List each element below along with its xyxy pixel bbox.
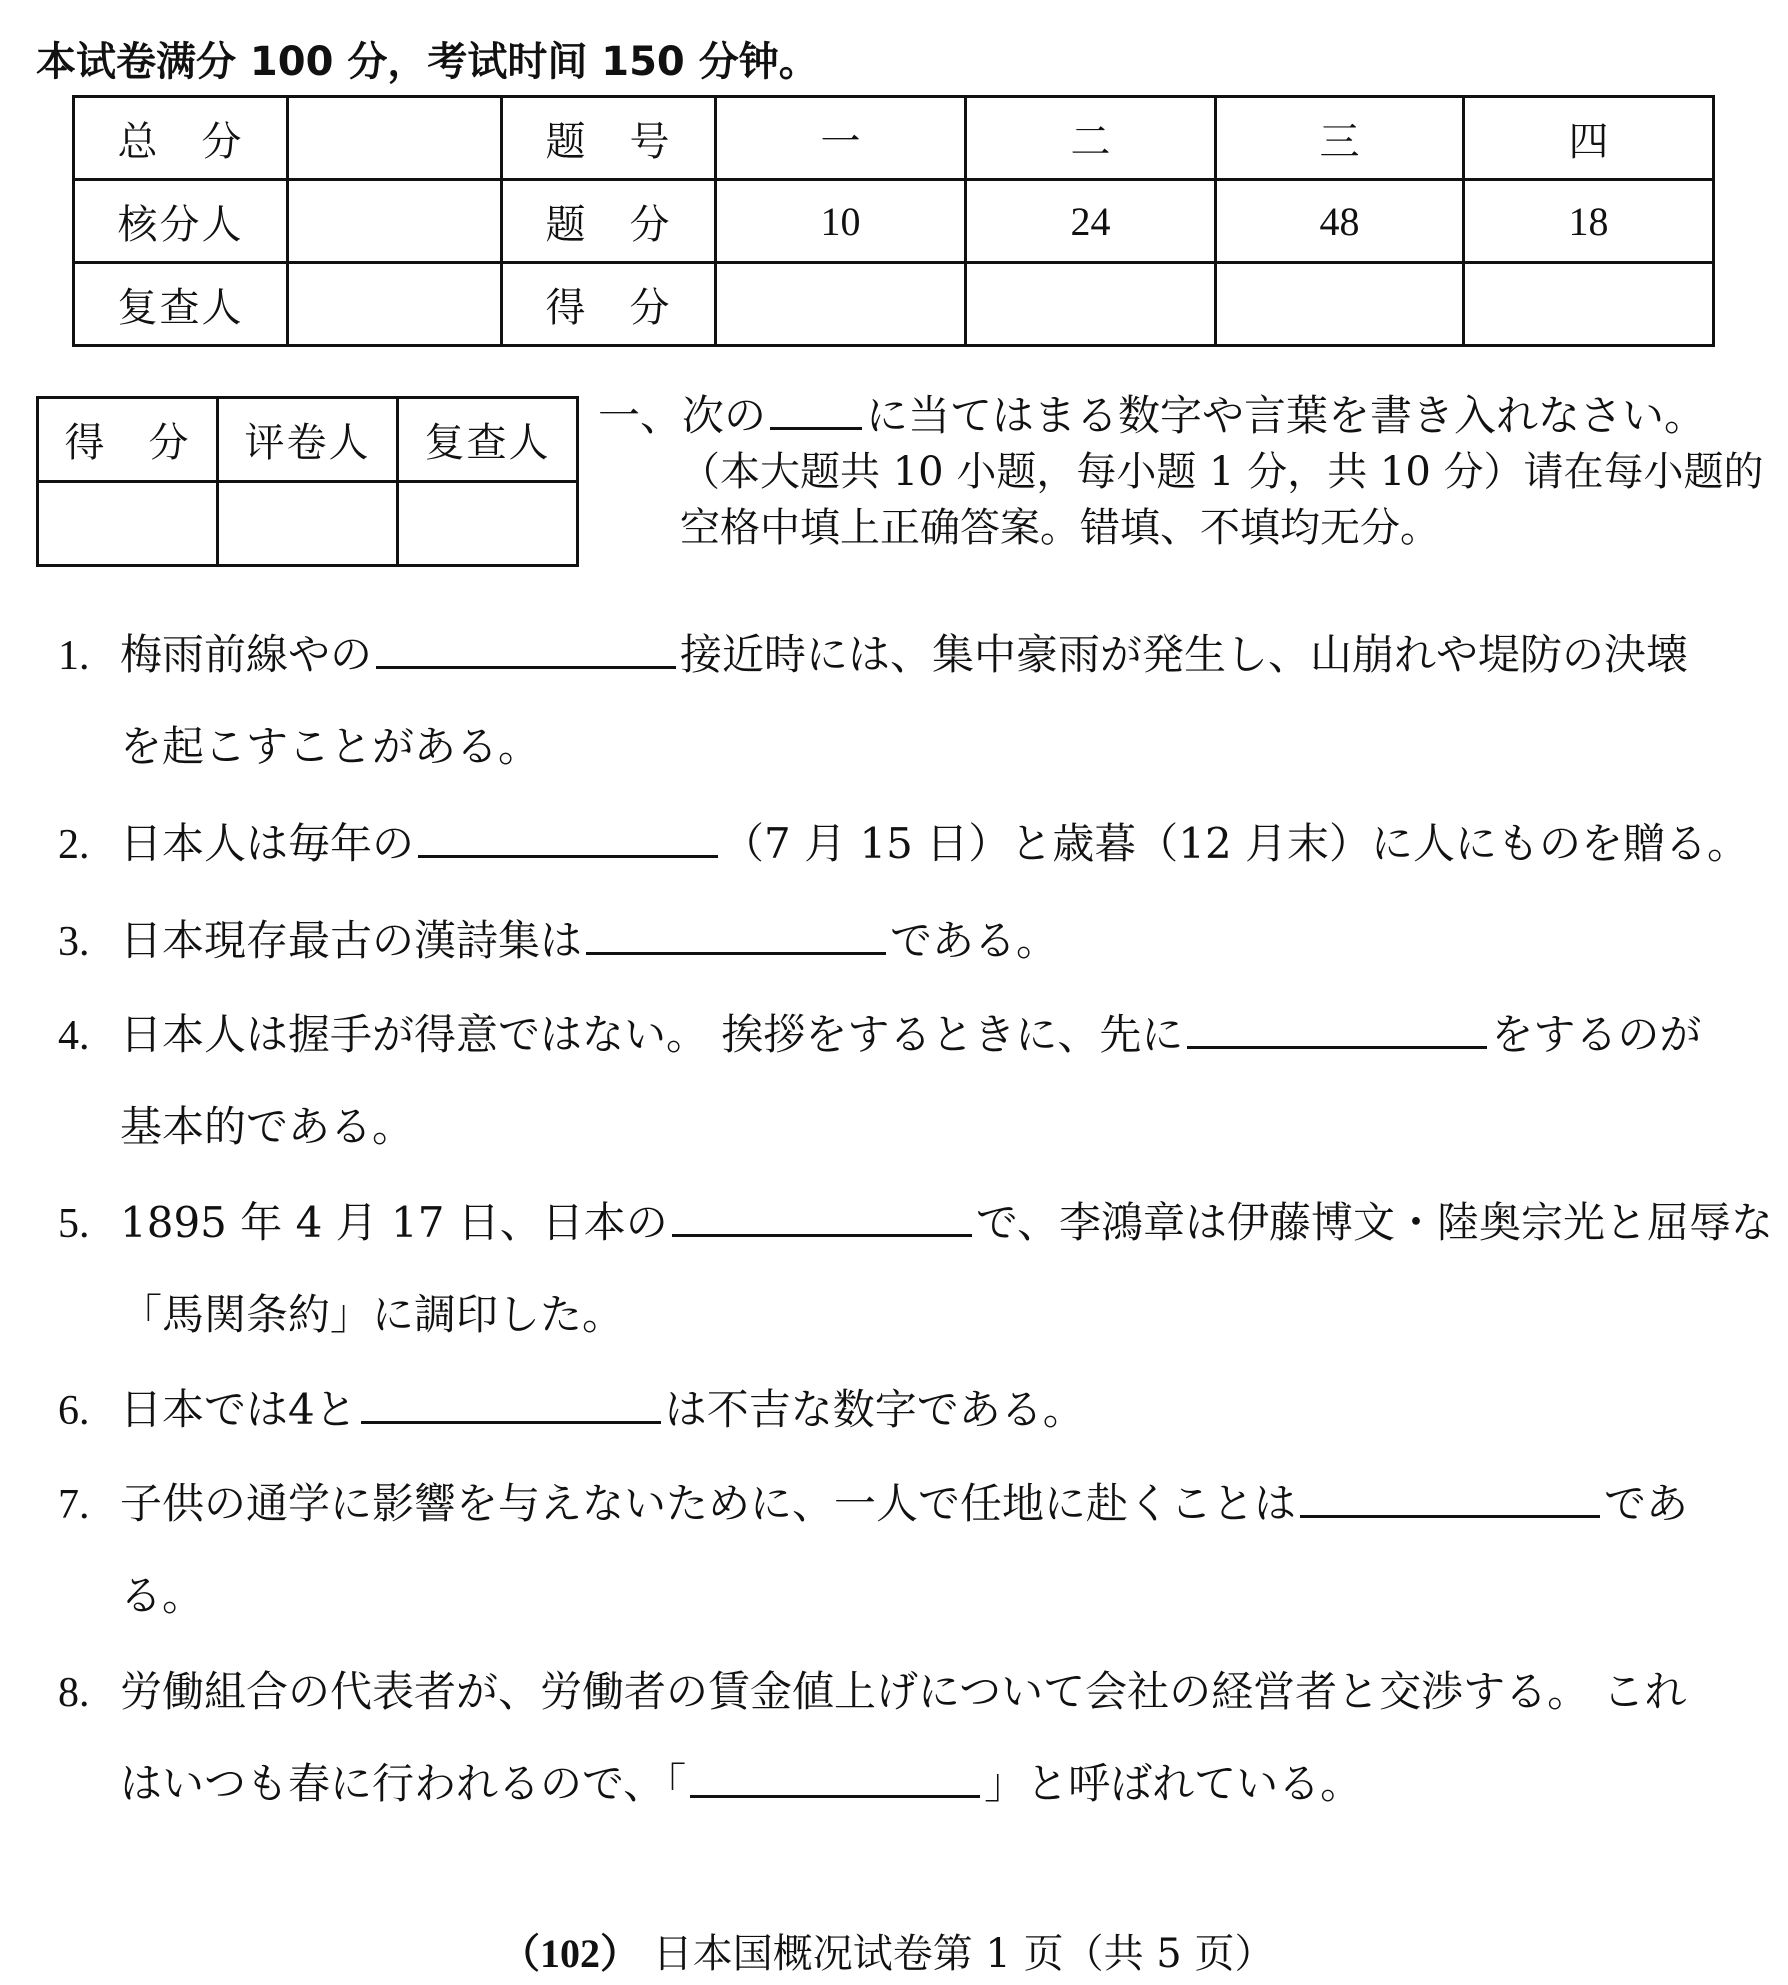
question-number-label: 题 号 bbox=[502, 97, 716, 180]
reviewer-cell bbox=[288, 263, 502, 346]
grader-score-label: 得 分 bbox=[38, 398, 218, 482]
section-title-post: に当てはまる数字や言葉を書き入れなさい。 bbox=[866, 391, 1707, 440]
question-4 bbox=[58, 1002, 1702, 1151]
question-text-pre: 労働組合の代表者が、労働者の賃金値上げについて会社の経営者と交渉する。 これ bbox=[120, 1667, 1687, 1716]
question-continuation: を起こすことがある。 bbox=[120, 722, 541, 771]
question-number: 3. bbox=[58, 919, 90, 965]
section-title-blank bbox=[770, 421, 862, 430]
answer-blank-1[interactable] bbox=[376, 660, 676, 669]
grader-reviewer-cell bbox=[398, 482, 578, 566]
answer-blank-8[interactable] bbox=[690, 1789, 980, 1798]
question-7 bbox=[58, 1471, 1689, 1620]
question-text-post: 接近時には、集中豪雨が発生し、山崩れや堤防の決壊 bbox=[680, 630, 1689, 679]
question-continuation bbox=[120, 1751, 1362, 1811]
question-6 bbox=[58, 1377, 1085, 1437]
grader-reviewer-label: 复查人 bbox=[398, 398, 578, 482]
question-text-pre: 梅雨前線やの bbox=[120, 630, 373, 679]
section-instruction-2: 空格中填上正确答案。错填、不填均无分。 bbox=[680, 505, 1440, 551]
section-heading bbox=[598, 388, 1768, 556]
page-footer bbox=[500, 1922, 1300, 1979]
grader-table bbox=[36, 396, 579, 567]
question-text-post: で、李鴻章は伊藤博文・陸奥宗光と屈辱な bbox=[975, 1198, 1773, 1247]
question-number-1: 一 bbox=[716, 97, 966, 180]
answer-blank-2[interactable] bbox=[418, 849, 718, 858]
answer-blank-6[interactable] bbox=[361, 1415, 661, 1424]
question-number: 1. bbox=[58, 633, 90, 679]
question-text-pre: 日本現存最古の漢詩集は bbox=[120, 916, 583, 965]
question-text-post: である。 bbox=[890, 916, 1059, 965]
question-points-3: 48 bbox=[1216, 180, 1464, 263]
question-points-1: 10 bbox=[716, 180, 966, 263]
question-text-post: であ bbox=[1604, 1479, 1689, 1528]
total-score-cell bbox=[288, 97, 502, 180]
score-table-row bbox=[74, 97, 1714, 180]
grader-label: 评卷人 bbox=[218, 398, 398, 482]
question-points-label: 题 分 bbox=[502, 180, 716, 263]
answer-blank-4[interactable] bbox=[1187, 1040, 1487, 1049]
question-text-post: （7 月 15 日）と歳暮（12 月末）に人にものを贈る。 bbox=[722, 819, 1750, 868]
score-table-row bbox=[74, 263, 1714, 346]
question-text-pre: 日本では4と bbox=[120, 1385, 357, 1434]
score-table-row bbox=[74, 180, 1714, 263]
question-points-2: 24 bbox=[966, 180, 1216, 263]
question-2 bbox=[58, 811, 1749, 871]
obtained-score-2 bbox=[966, 263, 1216, 346]
question-text-post: をするのが bbox=[1491, 1010, 1702, 1059]
grader-score-cell bbox=[38, 482, 218, 566]
question-text-pre: 子供の通学に影響を与えないために、一人で任地に赴くことは bbox=[120, 1479, 1297, 1528]
score-checker-label: 核分人 bbox=[74, 180, 288, 263]
question-text-pre: 1895 年 4 月 17 日、日本の bbox=[120, 1198, 668, 1247]
obtained-score-3 bbox=[1216, 263, 1464, 346]
question-number: 6. bbox=[58, 1388, 90, 1434]
reviewer-label: 复查人 bbox=[74, 263, 288, 346]
question-number-4: 四 bbox=[1464, 97, 1714, 180]
question-continuation: 「馬関条約」に調印した。 bbox=[120, 1290, 625, 1339]
score-checker-cell bbox=[288, 180, 502, 263]
question-number-2: 二 bbox=[966, 97, 1216, 180]
exam-intro: 本试卷满分 100 分，考试时间 150 分钟。 bbox=[36, 39, 819, 85]
question-continuation-post: 」と呼ばれている。 bbox=[984, 1759, 1363, 1808]
question-5 bbox=[58, 1190, 1773, 1339]
question-number: 2. bbox=[58, 822, 90, 868]
question-8 bbox=[58, 1659, 1687, 1808]
question-number: 8. bbox=[58, 1670, 90, 1716]
question-number: 5. bbox=[58, 1201, 90, 1247]
answer-blank-7[interactable] bbox=[1300, 1509, 1600, 1518]
answer-blank-5[interactable] bbox=[672, 1228, 972, 1237]
section-title-pre: 一、次の bbox=[598, 391, 767, 440]
obtained-score-4 bbox=[1464, 263, 1714, 346]
question-text-pre: 日本人は握手が得意ではない。 挨拶をするときに、先に bbox=[120, 1010, 1184, 1059]
answer-blank-3[interactable] bbox=[586, 946, 886, 955]
question-number: 7. bbox=[58, 1482, 90, 1528]
obtained-score-1 bbox=[716, 263, 966, 346]
grader-table-row bbox=[38, 482, 578, 566]
section-instruction-1: （本大题共 10 小题，每小题 1 分，共 10 分）请在每小题的 bbox=[680, 449, 1764, 495]
question-number-3: 三 bbox=[1216, 97, 1464, 180]
total-score-label: 总 分 bbox=[74, 97, 288, 180]
score-table bbox=[72, 95, 1715, 347]
question-continuation-pre: はいつも春に行われるので、「 bbox=[120, 1759, 687, 1808]
grader-cell bbox=[218, 482, 398, 566]
question-points-4: 18 bbox=[1464, 180, 1714, 263]
question-continuation: 基本的である。 bbox=[120, 1102, 415, 1151]
question-text-pre: 日本人は毎年の bbox=[120, 819, 415, 868]
question-3 bbox=[58, 908, 1058, 968]
obtained-score-label: 得 分 bbox=[502, 263, 716, 346]
question-text-post: は不吉な数字である。 bbox=[664, 1385, 1085, 1434]
question-continuation: る。 bbox=[120, 1571, 205, 1620]
grader-table-row bbox=[38, 398, 578, 482]
footer-text: 日本国概况试卷第 1 页（共 5 页） bbox=[652, 1931, 1275, 1977]
question-1 bbox=[58, 622, 1689, 771]
footer-code: （102） bbox=[500, 1931, 640, 1976]
question-number: 4. bbox=[58, 1013, 90, 1059]
